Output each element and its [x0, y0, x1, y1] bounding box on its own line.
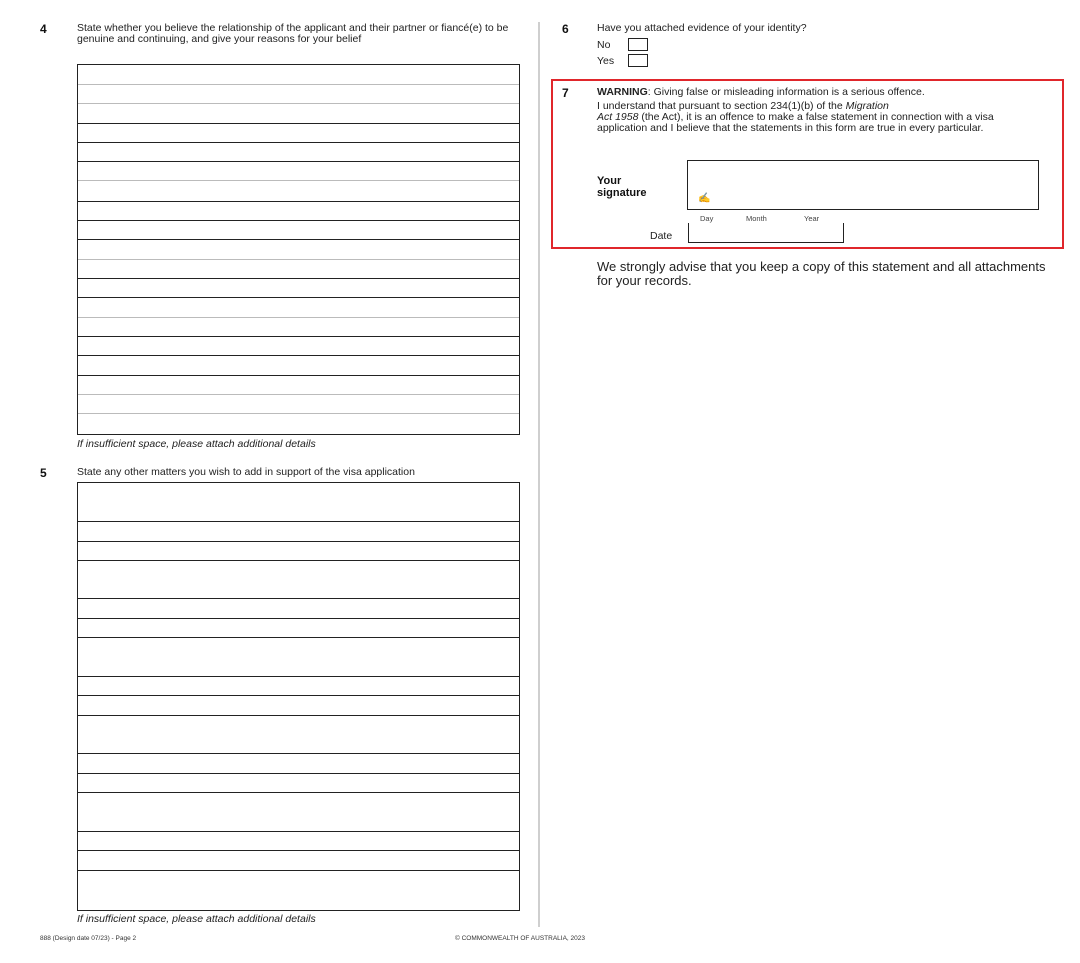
warning-text: : Giving false or misleading information is a serious offence. [647, 86, 925, 98]
signature-label-line-1: Your [597, 175, 622, 187]
question-7-number: 7 [562, 86, 569, 100]
month-label: Month [746, 214, 767, 223]
date-field[interactable] [688, 223, 844, 243]
option-yes-label: Yes [597, 55, 615, 67]
advice-text: We strongly advise that you keep a copy of this statement and all attachments for your records. [597, 259, 1046, 288]
question-5-number: 5 [40, 466, 47, 480]
signature-label [597, 175, 647, 199]
warning-label: WARNING [597, 86, 648, 98]
question-4-text: State whether you believe the relationship of the applicant and their partner or fiancé(e) to be genuine and continuing, and give your reasons for your belief [77, 22, 509, 45]
question-6-text: Have you attached evidence of your identity? [597, 22, 807, 34]
option-no-label: No [597, 39, 611, 51]
question-4-note: If insufficient space, please attach additional details [77, 438, 316, 450]
footer-copyright: © COMMONWEALTH OF AUSTRALIA, 2023 [455, 935, 585, 942]
declaration-italic-1: Migration [845, 100, 889, 112]
question-5-note: If insufficient space, please attach additional details [77, 913, 316, 925]
declaration-part-2: (the Act), it is an offence to make a false statement in connection with a visa application and I believe that the statements in this form are true in every particular. [597, 111, 994, 134]
question-5-answer-box[interactable] [77, 482, 520, 911]
question-4-answer-box[interactable] [77, 64, 520, 435]
declaration-text [597, 101, 1032, 134]
pen-icon: ✍ [698, 193, 711, 204]
signature-field[interactable] [687, 160, 1039, 210]
declaration-part-1: I understand that pursuant to section 234(1)(b) of the [597, 100, 846, 112]
year-label: Year [804, 214, 820, 223]
declaration-italic-2: Act 1958 [597, 111, 639, 123]
signature-label-line-2: signature [597, 187, 647, 199]
question-6-number: 6 [562, 22, 569, 36]
question-5-text: State any other matters you wish to add in support of the visa application [77, 466, 415, 478]
date-label: Date [650, 230, 673, 242]
question-4-number: 4 [40, 22, 47, 36]
footer-page-info: 888 (Design date 07/23) - Page 2 [40, 935, 137, 942]
checkbox-yes[interactable] [628, 54, 648, 67]
column-divider [538, 22, 540, 927]
day-label: Day [700, 214, 714, 223]
checkbox-no[interactable] [628, 38, 648, 51]
warning-line [597, 87, 1047, 98]
